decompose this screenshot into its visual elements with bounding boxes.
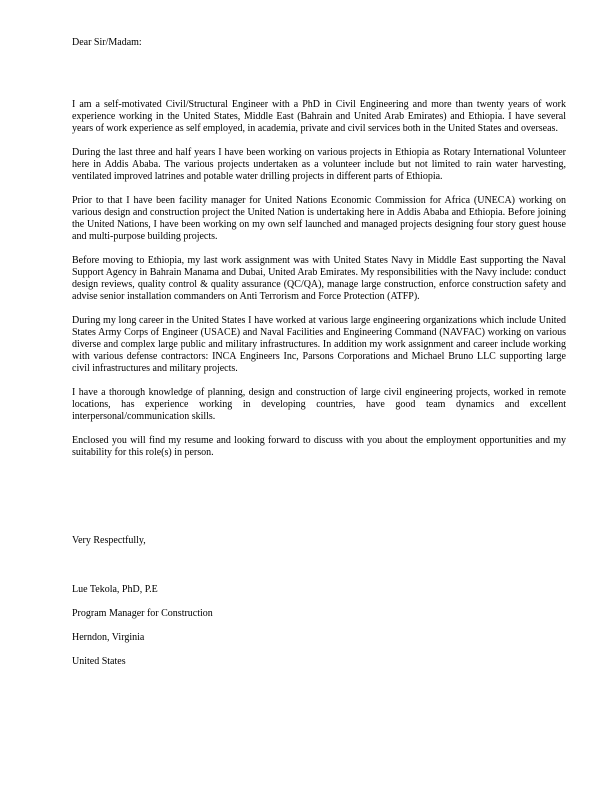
paragraph-introduction: I am a self-motivated Civil/Structural Engineer with a PhD in Civil Engineering and more than twenty years of work experience working in the United States, Middle East (Bahrain and United Arab Emirates) and Ethiopia. I have several years of work experience as self employed, in academia, private and civil services both in the United States and overseas. bbox=[72, 99, 566, 134]
salutation: Dear Sir/Madam: bbox=[72, 37, 142, 48]
signature-country: United States bbox=[72, 656, 126, 667]
signature-city: Herndon, Virginia bbox=[72, 632, 145, 643]
paragraph-us-navy: Before moving to Ethiopia, my last work assignment was with United States Navy in Middle East supporting the Naval Support Agency in Bahrain Manama and Dubai, United Arab Emirates. My responsibilities with the Navy include: conduct design reviews, quality control & quality assurance (QC/QA), manage large construction, enforce construction safety and advise senior installation commanders on Anti Terrorism and Force Protection (ATFP). bbox=[72, 255, 566, 302]
signature-name: Lue Tekola, PhD, P.E bbox=[72, 584, 158, 595]
signature-block bbox=[72, 584, 213, 680]
paragraph-uneca: Prior to that I have been facility manager for United Nations Economic Commission for Africa (UNECA) working on various design and construction project the United Nation is undertaking here in Addis Ababa and Ethiopia. Before joining the United Nations, I have been working on my own self launched and managed projects designing four story guest house and multi-purpose building projects. bbox=[72, 195, 566, 242]
paragraph-rotary-volunteer: During the last three and half years I have been working on various projects in Ethiopia as Rotary International Volunteer here in Addis Ababa. The various projects undertaken as a volunteer include but not limited to rain water harvesting, ventilated improved latrines and potable water drilling projects in different parts of Ethiopia. bbox=[72, 147, 566, 182]
paragraph-skills: I have a thorough knowledge of planning, design and construction of large civil engineering projects, worked in remote locations, has experience working in developing countries, have good team dynamics and excellent interpersonal/communication skills. bbox=[72, 387, 566, 422]
closing: Very Respectfully, bbox=[72, 535, 146, 546]
signature-title: Program Manager for Construction bbox=[72, 608, 213, 619]
letter-body bbox=[72, 99, 566, 471]
paragraph-us-career: During my long career in the United States I have worked at various large engineering organizations which include United States Army Corps of Engineer (USACE) and Naval Facilities and Engineering Command (NAVFAC) working on various diverse and complex large public and military infrastructures. In addition my work assignment and career include working with various defense contractors: INCA Engineers Inc, Parsons Corporations and Michael Bruno LLC supporting large civil infrastructures and military projects. bbox=[72, 315, 566, 374]
paragraph-enclosure: Enclosed you will find my resume and looking forward to discuss with you about the employment opportunities and my suitability for this role(s) in person. bbox=[72, 435, 566, 458]
